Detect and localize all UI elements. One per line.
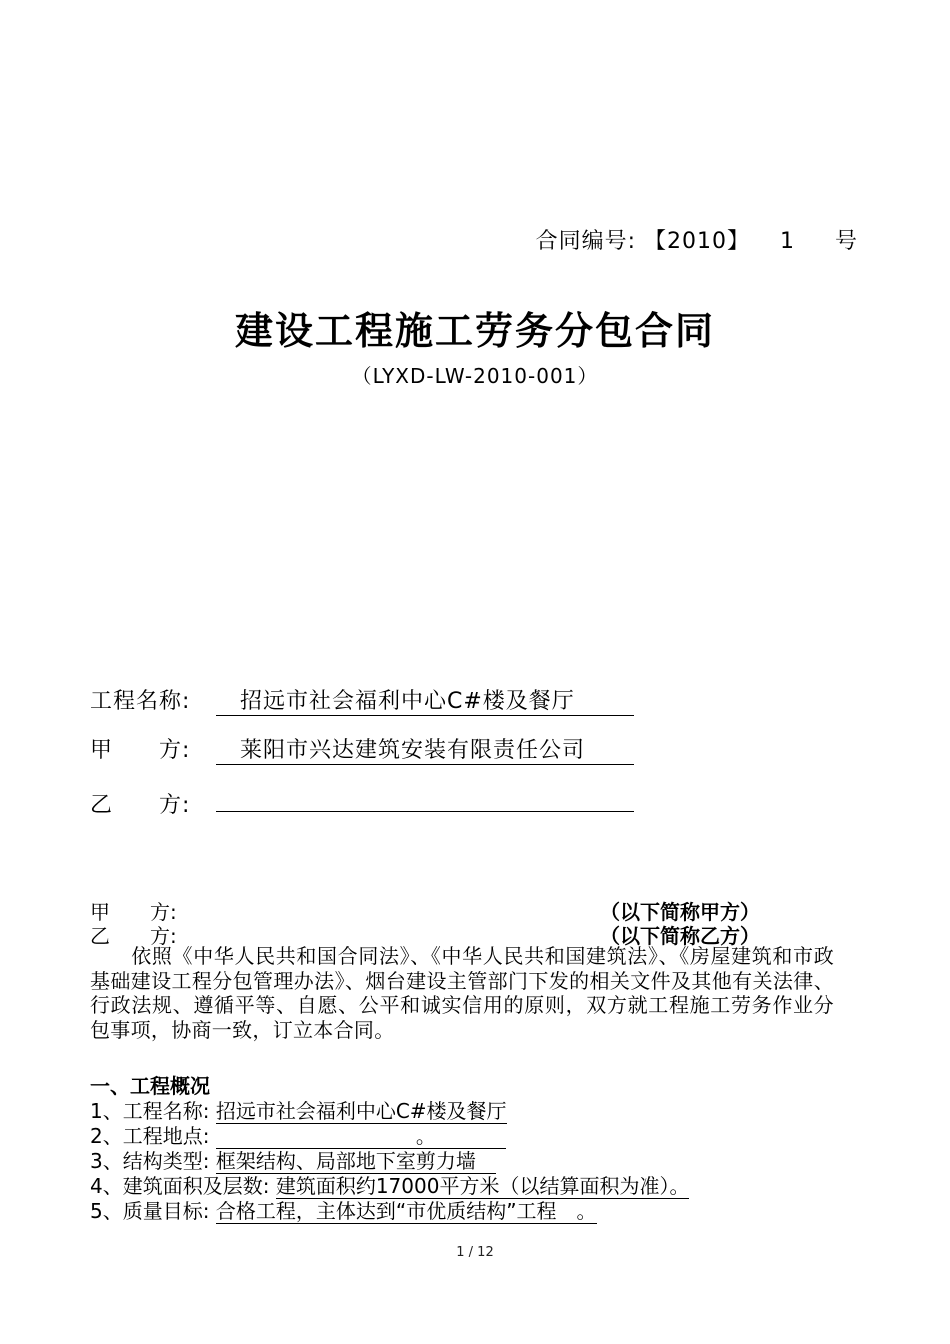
contract-number-value: 1 — [779, 229, 795, 254]
cover-project-value: 招远市社会福利中心C#楼及餐厅 — [216, 684, 634, 716]
cover-project-label: 工程名称: — [90, 689, 191, 714]
overview-item-label: 1、工程名称: — [90, 1099, 210, 1123]
cover-party-b-label: 乙 方: — [90, 793, 191, 818]
party-b-label: 乙 方: — [90, 924, 177, 948]
overview-item-label: 3、结构类型: — [90, 1149, 210, 1173]
overview-item-value: 合格工程，主体达到“市优质结构”工程 。 — [215, 1199, 597, 1223]
overview-item-value: 建筑面积约17000平方米（以结算面积为准）。 — [275, 1174, 690, 1198]
document-title: 建设工程施工劳务分包合同 — [234, 309, 715, 353]
contract-number-label: 合同编号: — [535, 229, 636, 254]
cover-party-b-value — [216, 784, 634, 812]
overview-item-value: 。 — [215, 1124, 506, 1148]
page-number: 1 / 12 — [456, 1245, 494, 1260]
party-a-label: 甲 方: — [90, 900, 177, 924]
cover-party-a-value: 莱阳市兴达建筑安装有限责任公司 — [216, 733, 634, 765]
contract-number-suffix: 号 — [834, 229, 858, 254]
contract-number-year: 【2010】 — [643, 229, 750, 254]
contract-number — [536, 224, 858, 255]
party-a-abbr: （以下简称甲方） — [600, 900, 760, 924]
overview-item-value: 框架结构、局部地下室剪力墙 — [215, 1149, 496, 1173]
cover-party-a-label: 甲 方: — [90, 738, 191, 763]
overview-item-label: 5、质量目标: — [90, 1199, 210, 1223]
overview-item-label: 4、建筑面积及层数: — [90, 1174, 270, 1198]
overview-item-value: 招远市社会福利中心C#楼及餐厅 — [215, 1099, 507, 1123]
cover-party-a-row — [90, 733, 634, 765]
cover-party-b-row — [90, 784, 634, 819]
cover-project-row — [90, 684, 634, 716]
overview-item — [90, 1195, 597, 1224]
overview-item-label: 2、工程地点: — [90, 1124, 210, 1148]
party-b-abbr: （以下简称乙方） — [600, 924, 760, 948]
section-heading: 一、工程概况 — [90, 1074, 210, 1098]
document-code: （LYXD-LW-2010-001） — [351, 364, 599, 388]
preamble-paragraph: 依照《中华人民共和国合同法》、《中华人民共和国建筑法》、《房屋建筑和市政基础建设工程分包管理办法》、烟台建设主管部门下发的相关文件及其他有关法律、行政法规、遵循平等、自愿、公平和诚实信用的原则，双方就工程施工劳务作业分包事项，协商一致，订立本合同。 — [90, 944, 834, 1042]
